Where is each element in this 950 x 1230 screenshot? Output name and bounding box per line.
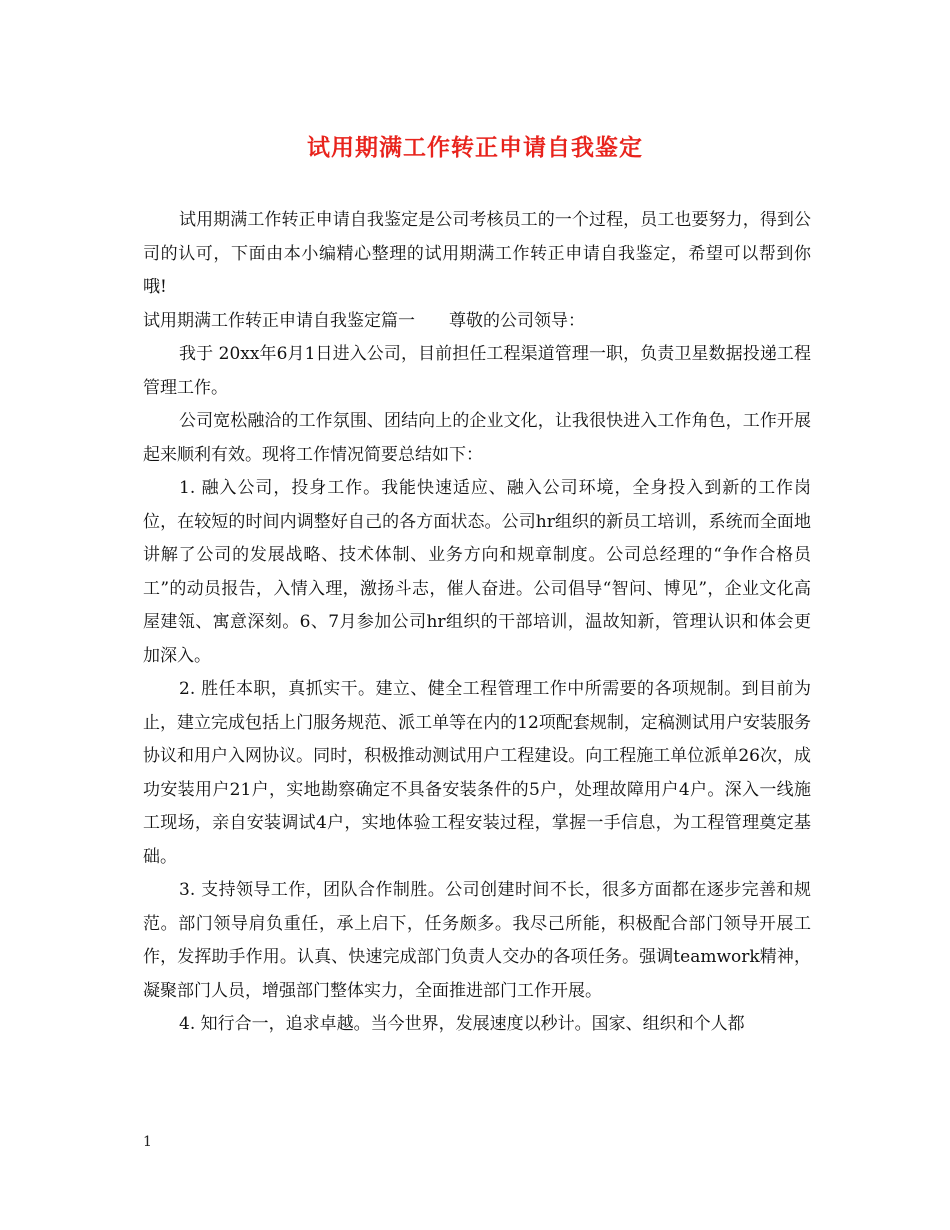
paragraph-company-culture: 公司宽松融洽的工作氛围、团结向上的企业文化，让我很快进入工作角色，工作开展起来顺利有效。现将工作情况简要总结如下：: [143, 411, 811, 465]
paragraph-point-4: 4. 知行合一，追求卓越。当今世界，发展速度以秒计。国家、组织和个人都: [179, 1014, 745, 1034]
intro-paragraph: 试用期满工作转正申请自我鉴定是公司考核员工的一个过程，员工也要努力，得到公司的认可，下面由本小编精心整理的试用期满工作转正申请自我鉴定，希望可以帮到你哦!: [143, 210, 811, 297]
page-number: 1: [143, 1134, 152, 1150]
document-title: 试用期满工作转正申请自我鉴定: [307, 134, 643, 161]
paragraph-point-2: 2. 胜任本职，真抓实干。建立、健全工程管理工作中所需要的各项规制。到目前为止，建立完成包括上门服务规范、派工单等在内的12项配套规制，定稿测试用户安装服务协议和用户入网协议。同时，积极推动测试用户工程建设。向工程施工单位派单26次，成功安装用户21户，实地勘察确定不具备安装条件的5户，处理故障用户4户。深入一线施工现场，亲自安装调试4户，实地体验工程安装过程，掌握一手信息，为工程管理奠定基础。: [143, 679, 811, 867]
paragraph-point-1: 1. 融入公司，投身工作。我能快速适应、融入公司环境，全身投入到新的工作岗位，在较短的时间内调整好自己的各方面状态。公司hr组织的新员工培训，系统而全面地讲解了公司的发展战略、技术体制、业务方向和规章制度。公司总经理的“争作合格员工”的动员报告，入情入理，激扬斗志，催人奋进。公司倡导“智问、博见”，企业文化高屋建瓴、寓意深刻。6、7月参加公司hr组织的干部培训，温故知新，管理认识和体会更加深入。: [143, 478, 811, 666]
document-body: [143, 204, 811, 1042]
section-heading-line: 试用期满工作转正申请自我鉴定篇一 尊敬的公司领导：: [143, 310, 585, 331]
paragraph-point-3: 3. 支持领导工作，团队合作制胜。公司创建时间不长，很多方面都在逐步完善和规范。部门领导肩负重任，承上启下，任务颇多。我尽己所能，积极配合部门领导开展工作，发挥助手作用。认真、快速完成部门负责人交办的各项任务。强调teamwork精神，凝聚部门人员，增强部门整体实力，全面推进部门工作开展。: [143, 880, 811, 1001]
paragraph-start-date: 我于 20xx年6月1日进入公司，目前担任工程渠道管理一职，负责卫星数据投递工程管理工作。: [143, 344, 811, 398]
